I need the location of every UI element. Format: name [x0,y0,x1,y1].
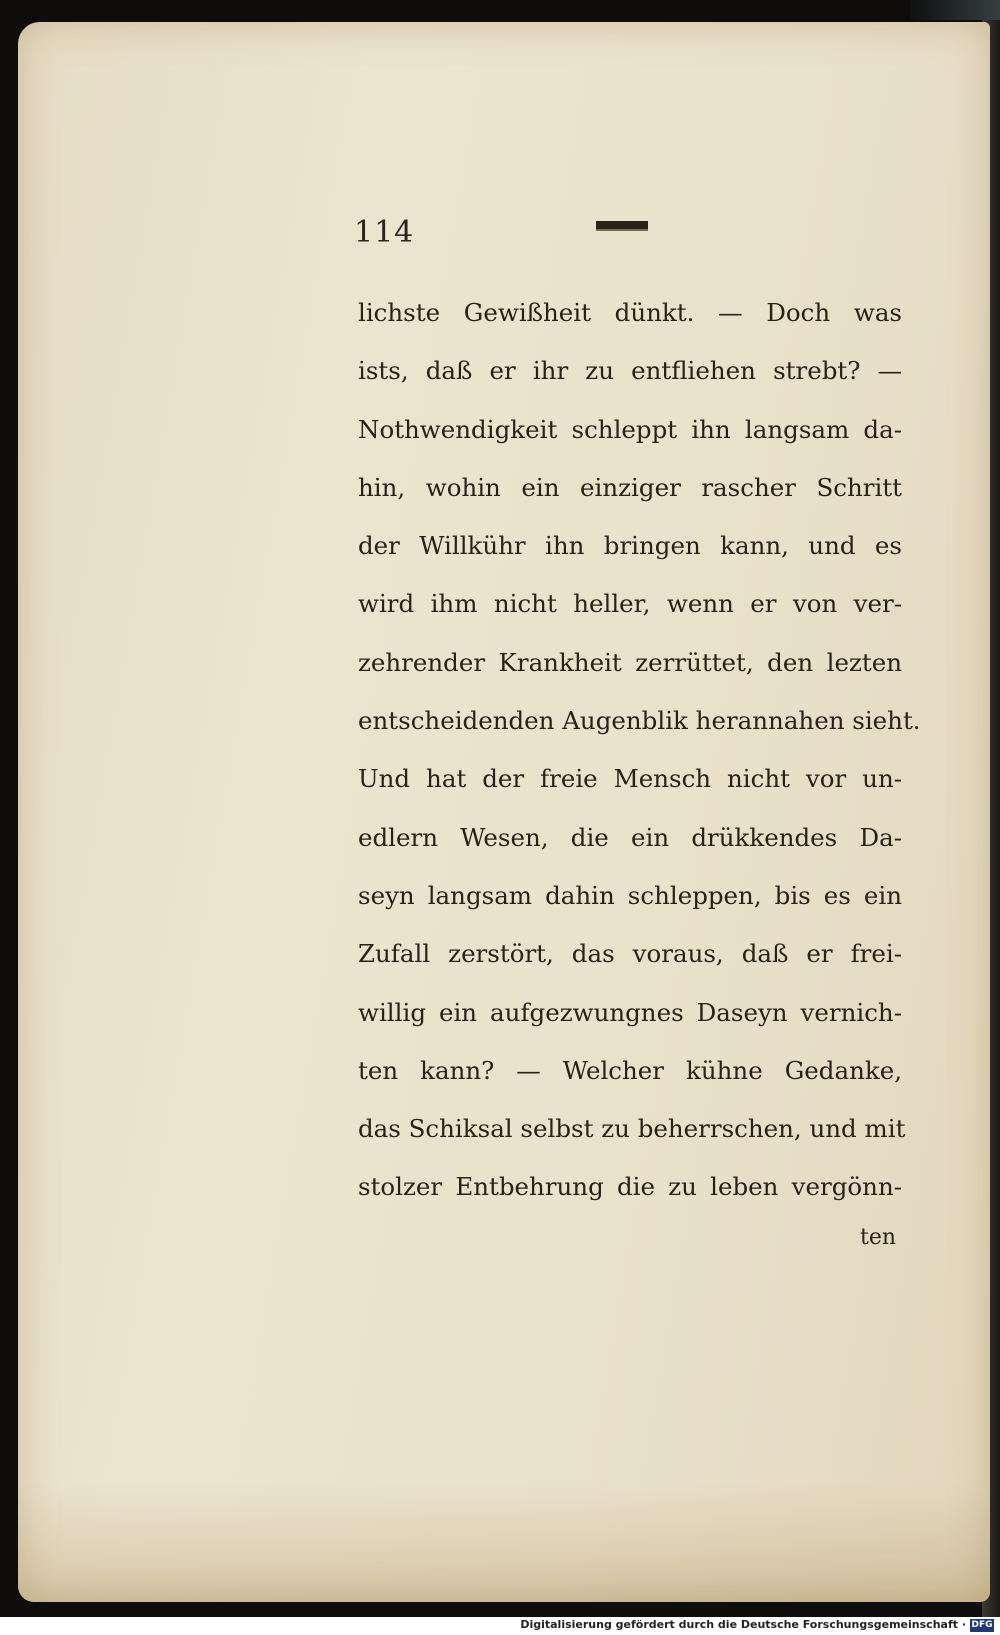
text-line: ists, daß er ihr zu entfliehen strebt? — [358,356,902,386]
catchword: ten [860,1225,897,1250]
header-ornament [596,221,648,231]
text-line: Nothwendigkeit schleppt ihn langsam da- [358,414,902,444]
text-line: Und hat der freie Mensch nicht vor un- [358,764,902,794]
text-line: hin, wohin ein einziger rascher Schritt [358,472,902,502]
cover-corner [910,0,1000,20]
text-line: zehrender Krankheit zerrüttet, den lezten [358,647,902,677]
text-line: ten kann? — Welcher kühne Gedanke, [358,1055,902,1085]
text-line: stolzer Entbehrung die zu leben vergönn- [358,1172,902,1202]
text-line: willig ein aufgezwungnes Daseyn vernich- [358,997,902,1027]
dfg-logo: DFG [971,1620,993,1630]
text-line: lichste Gewißheit dünkt. — Doch was [358,298,902,327]
body-text [358,284,921,1217]
text-line: entscheidenden Augenblik herannahen sieht. [358,706,921,736]
text-line: edlern Wesen, die ein drükkendes Da- [358,822,902,852]
digitization-footer [0,1617,1000,1635]
page-number: 114 [354,215,415,250]
text-line: das Schiksal selbst zu beherrschen, und mit [358,1114,906,1144]
text-line: seyn langsam dahin schleppen, bis es ein [358,880,902,910]
text-line: wird ihm nicht heller, wenn er von ver- [358,589,902,619]
funding-credit: Digitalisierung gefördert durch die Deutsche Forschungsgemeinschaft · [520,1618,966,1631]
page-header [354,215,654,255]
text-line: Zufall zerstört, das voraus, daß er frei- [358,939,902,969]
text-line: der Willkühr ihn bringen kann, und es [358,531,902,561]
